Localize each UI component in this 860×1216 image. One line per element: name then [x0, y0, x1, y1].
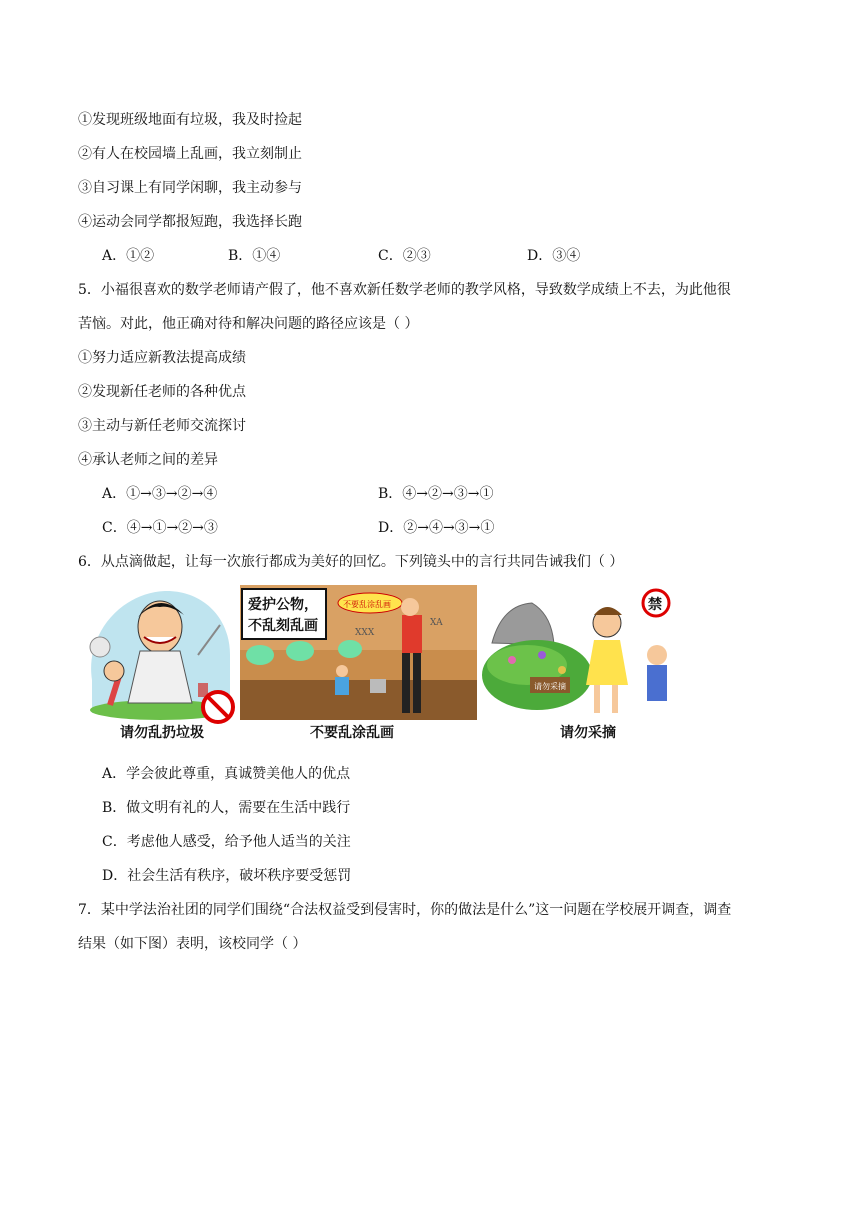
q5-stem-line2: 苦恼。对此，他正确对待和解决问题的路径应该是（ ） — [78, 316, 419, 332]
svg-text:爱护公物，: 爱护公物， — [248, 597, 318, 613]
picture-1-caption: 请勿乱扔垃圾 — [120, 725, 204, 741]
q4-option-d: D．③④ — [527, 248, 581, 264]
q5-item-2: ②发现新任老师的各种优点 — [78, 384, 246, 400]
q5-option-b: B．④→②→③→① — [378, 486, 494, 502]
q4-item-4: ④运动会同学都报短跑，我选择长跑 — [78, 214, 302, 230]
q4-item-1: ①发现班级地面有垃圾，我及时捡起 — [78, 112, 302, 128]
q4-option-c: C．②③ — [378, 248, 431, 264]
picture-no-picking — [482, 585, 676, 750]
q6-stem: 6．从点滴做起，让每一次旅行都成为美好的回忆。下列镜头中的言行共同告诫我们（ ） — [78, 554, 624, 570]
q6-option-a: A．学会彼此尊重，真诚赞美他人的优点 — [102, 766, 351, 782]
q4-option-a: A．①② — [102, 248, 155, 264]
svg-text:请勿采摘: 请勿采摘 — [534, 682, 566, 691]
q6-option-d: D．社会生活有秩序，破坏秩序要受惩罚 — [102, 868, 352, 884]
q5-item-1: ①努力适应新教法提高成绩 — [78, 350, 246, 366]
no-picking-illustration — [482, 585, 676, 725]
picture-3-caption: 请勿采摘 — [560, 725, 616, 741]
svg-text:禁: 禁 — [648, 597, 662, 613]
q5-item-4: ④承认老师之间的差异 — [78, 452, 218, 468]
q5-option-a: A．①→③→②→④ — [102, 486, 218, 502]
q5-option-d: D．②→④→③→① — [378, 520, 495, 536]
q7-stem-line2: 结果（如下图）表明，该校同学（ ） — [78, 936, 307, 952]
svg-text:XXX: XXX — [355, 628, 375, 638]
q6-option-b: B．做文明有礼的人，需要在生活中践行 — [102, 800, 351, 816]
picture-no-littering — [80, 585, 236, 750]
q6-option-c: C．考虑他人感受，给予他人适当的关注 — [102, 834, 351, 850]
svg-text:不乱刻乱画: 不乱刻乱画 — [248, 618, 318, 634]
no-littering-illustration — [80, 585, 236, 725]
picture-2-caption: 不要乱涂乱画 — [310, 725, 394, 741]
q5-item-3: ③主动与新任老师交流探讨 — [78, 418, 246, 434]
q4-option-b: B．①④ — [228, 248, 281, 264]
q4-item-2: ②有人在校园墙上乱画，我立刻制止 — [78, 146, 302, 162]
svg-text:不要乱涂乱画: 不要乱涂乱画 — [343, 600, 391, 609]
no-graffiti-illustration — [240, 585, 477, 720]
picture-no-graffiti — [240, 585, 477, 750]
svg-text:XA: XA — [430, 618, 443, 628]
q5-stem-line1: 5．小福很喜欢的数学老师请产假了，他不喜欢新任数学老师的教学风格，导致数学成绩上不去，为此他很 — [78, 282, 731, 298]
q4-item-3: ③自习课上有同学闲聊，我主动参与 — [78, 180, 302, 196]
q5-option-c: C．④→①→②→③ — [102, 520, 218, 536]
q7-stem-line1: 7．某中学法治社团的同学们围绕“合法权益受到侵害时，你的做法是什么”这一问题在学校展开调查，调查 — [78, 902, 732, 918]
